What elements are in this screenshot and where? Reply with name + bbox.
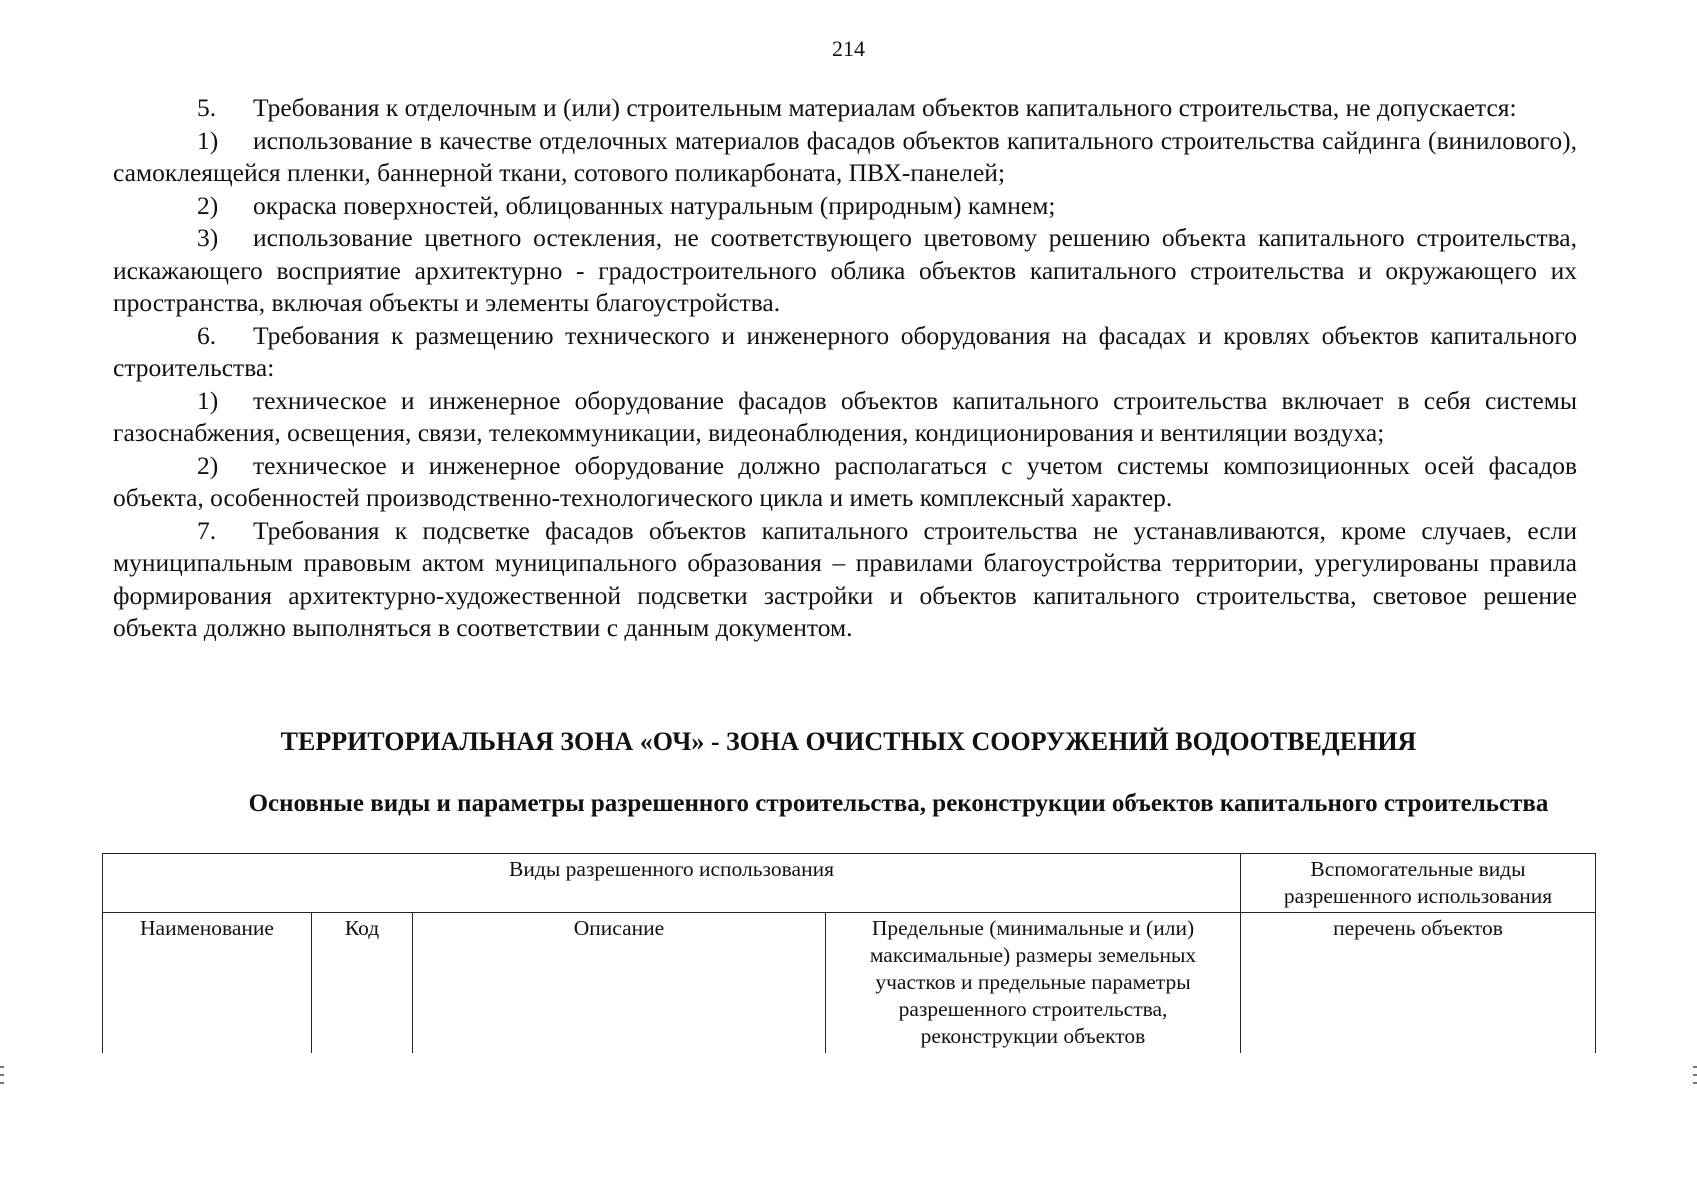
column-header-limits: Предельные (минимальные и (или) максимальные) размеры земельных участков и предельные параметры разрешенного строительства, реконструкции объектов	[826, 913, 1241, 1054]
table-header-row	[103, 854, 1596, 913]
paragraph-text: Требования к подсветке фасадов объектов капитального строительства не устанавливаются, кроме случаев, если муниципальным правовым актом муниципального образования – правилами благоустройства территории, урегулированы правила формирования архитектурно-художественной подсветки застройки и объектов капитального строительства, световое решение объекта должно выполняться в соответствии с данным документом.	[113, 515, 1577, 642]
paragraph	[113, 450, 1577, 515]
paragraph	[113, 222, 1577, 320]
paragraph-marker: 2)	[197, 190, 219, 220]
table-title: Основные виды и параметры разрешенного строительства, реконструкции объектов капитального строительства	[248, 790, 1549, 817]
paragraph	[113, 190, 1577, 223]
column-header-description: Описание	[413, 913, 826, 1054]
scan-edge-mark	[0, 1066, 4, 1068]
page-number: 214	[832, 36, 865, 61]
scan-edge-mark	[1693, 1082, 1697, 1084]
scan-edge-mark	[1693, 1066, 1697, 1068]
paragraph	[113, 515, 1577, 645]
paragraph-text: использование в качестве отделочных материалов фасадов объектов капитального строительства сайдинга (винилового), самоклеящейся пленки, баннерной ткани, сотового поликарбоната, ПВХ-панелей;	[113, 125, 1577, 187]
scan-edge-mark	[1693, 1074, 1697, 1076]
paragraph-marker: 1)	[197, 125, 219, 155]
paragraph-marker: 3)	[197, 223, 219, 252]
column-header-code: Код	[312, 913, 413, 1054]
paragraph	[113, 92, 1577, 125]
paragraph-text: Требования к отделочным и (или) строительным материалам объектов капитального строительства, не допускается:	[253, 93, 1517, 122]
paragraph	[113, 385, 1577, 450]
paragraph-text: техническое и инженерное оборудование фасадов объектов капитального строительства включает в себя системы газоснабжения, освещения, связи, телекоммуникации, видеонаблюдения, кондиционирования и вентиляции воздуха;	[113, 385, 1577, 447]
paragraph-marker: 6.	[197, 320, 217, 350]
column-header-name: Наименование	[103, 913, 312, 1054]
permitted-use-table	[102, 853, 1596, 1053]
paragraph-text: использование цветного остекления, не соответствующего цветовому решению объекта капитального строительства, искажающего восприятие архитектурно - градостроительного облика объектов капитального строительства и окружающего их пространства, включая объекты и элементы благоустройства.	[113, 223, 1577, 317]
paragraph-marker: 1)	[197, 385, 219, 415]
paragraph-text: окраска поверхностей, облицованных натуральным (природным) камнем;	[253, 190, 1056, 220]
paragraph-marker: 5.	[197, 93, 217, 122]
paragraph-text: техническое и инженерное оборудование должно располагаться с учетом системы композиционных осей фасадов объекта, особенностей производственно-технологического цикла и иметь комплексный характер.	[113, 450, 1577, 512]
header-aux-uses: Вспомогательные виды разрешенного использования	[1241, 854, 1596, 913]
paragraph-text: Требования к размещению технического и инженерного оборудования на фасадах и кровлях объектов капитального строительства:	[113, 320, 1577, 382]
zone-title: ТЕРРИТОРИАЛЬНАЯ ЗОНА «ОЧ» - ЗОНА ОЧИСТНЫХ СООРУЖЕНИЙ ВОДООТВЕДЕНИЯ	[280, 727, 1417, 756]
document-body	[113, 92, 1577, 645]
paragraph-marker: 2)	[197, 450, 219, 480]
paragraph	[113, 125, 1577, 190]
paragraph	[113, 320, 1577, 385]
column-header-aux-list: перечень объектов	[1241, 913, 1596, 1054]
paragraph-marker: 7.	[197, 515, 217, 545]
header-main-uses: Виды разрешенного использования	[103, 854, 1241, 913]
table-subheader-row	[103, 913, 1596, 1054]
scan-edge-mark	[0, 1082, 4, 1084]
scan-edge-mark	[0, 1074, 4, 1076]
